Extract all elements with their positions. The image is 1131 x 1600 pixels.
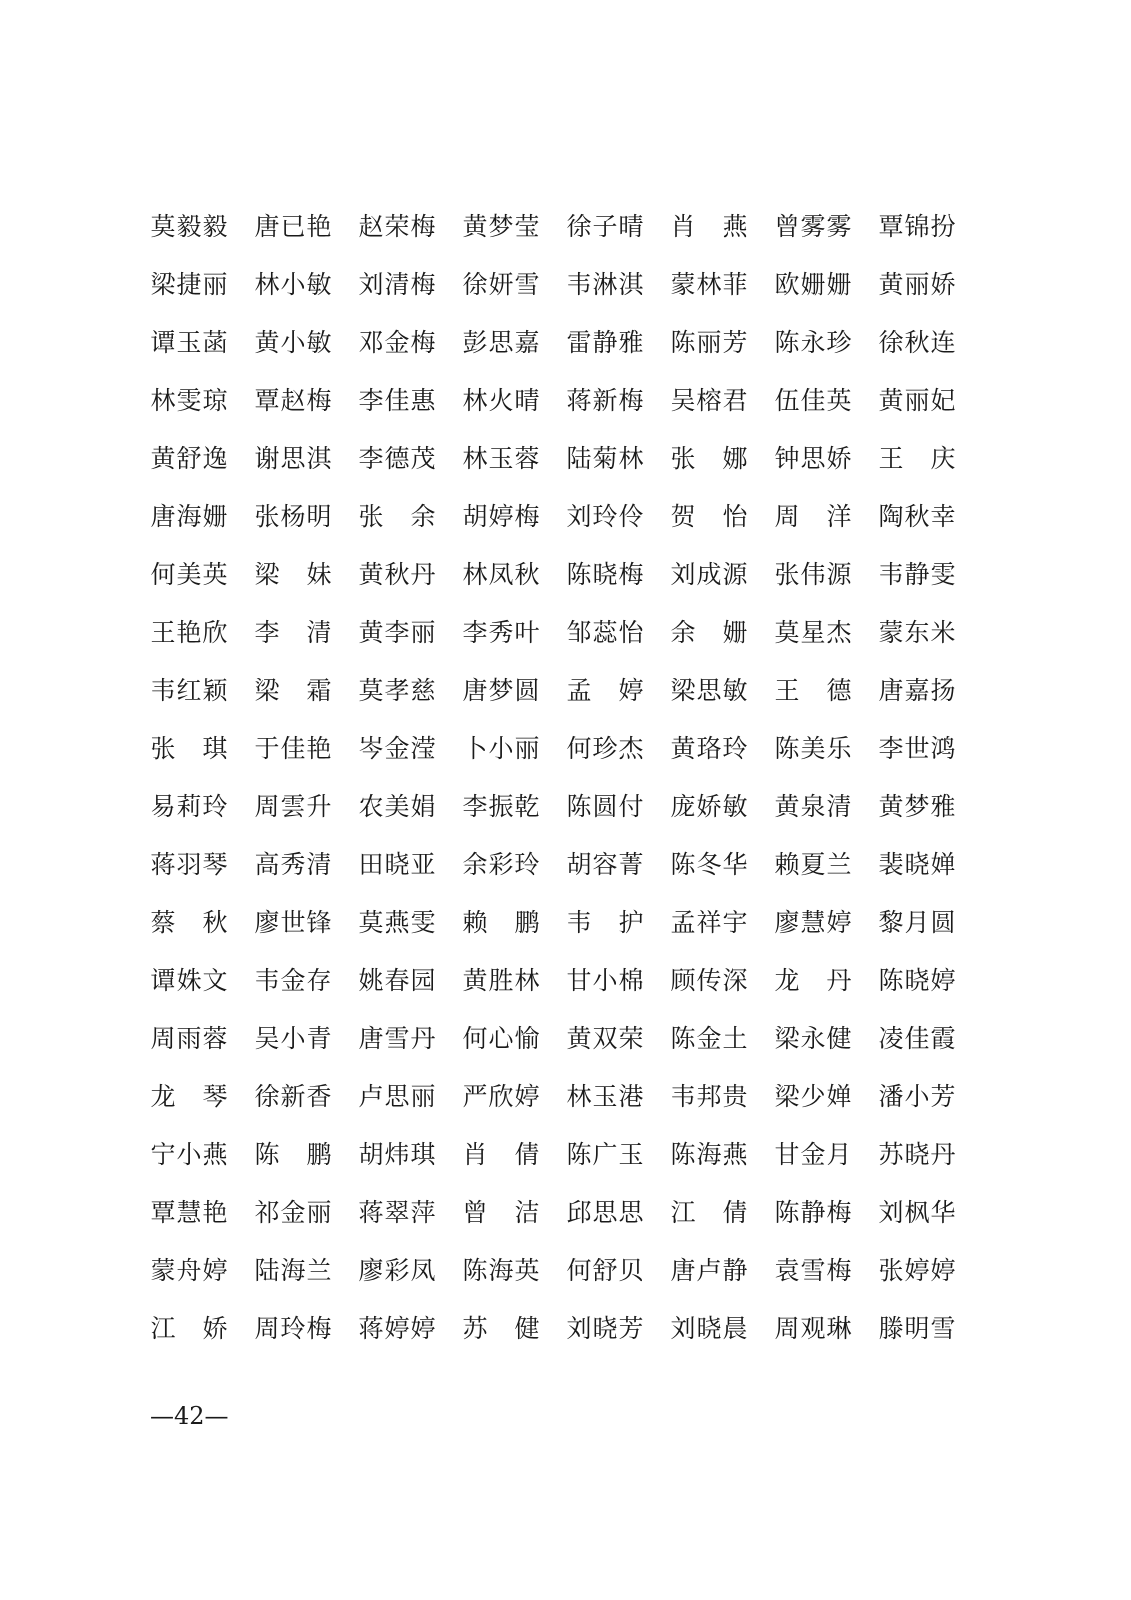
name-cell: 江 倩 bbox=[670, 1198, 748, 1227]
name-cell: 林 小 敏 bbox=[254, 270, 332, 299]
name-cell: 甘 金 月 bbox=[774, 1140, 852, 1169]
name-cell: 蒋 婷 婷 bbox=[358, 1314, 436, 1343]
name-cell: 苏 晓 丹 bbox=[878, 1140, 956, 1169]
name-cell: 江 娇 bbox=[150, 1314, 228, 1343]
name-cell: 伍 佳 英 bbox=[774, 386, 852, 415]
name-cell: 易 莉 玲 bbox=[150, 792, 228, 821]
name-cell: 张 杨 明 bbox=[254, 502, 332, 531]
name-cell: 黎 月 圆 bbox=[878, 908, 956, 937]
name-cell: 于 佳 艳 bbox=[254, 734, 332, 763]
name-cell: 黄 梦 雅 bbox=[878, 792, 956, 821]
name-cell: 周 观 琳 bbox=[774, 1314, 852, 1343]
name-cell: 龙 丹 bbox=[774, 966, 852, 995]
name-cell: 严 欣 婷 bbox=[462, 1082, 540, 1111]
name-cell: 黄 胜 林 bbox=[462, 966, 540, 995]
name-cell: 刘 成 源 bbox=[670, 560, 748, 589]
name-cell: 高 秀 清 bbox=[254, 850, 332, 879]
name-cell: 徐 子 晴 bbox=[566, 212, 644, 241]
name-cell: 肖 燕 bbox=[670, 212, 748, 241]
name-cell: 陈 圆 付 bbox=[566, 792, 644, 821]
page-number: —42— bbox=[150, 1402, 229, 1430]
name-cell: 凌 佳 霞 bbox=[878, 1024, 956, 1053]
name-cell: 肖 倩 bbox=[462, 1140, 540, 1169]
name-cell: 何 心 愉 bbox=[462, 1024, 540, 1053]
name-cell: 黄 泉 清 bbox=[774, 792, 852, 821]
name-cell: 陈 海 英 bbox=[462, 1256, 540, 1285]
name-cell: 王 艳 欣 bbox=[150, 618, 228, 647]
name-cell: 陈 永 珍 bbox=[774, 328, 852, 357]
name-cell: 徐 妍 雪 bbox=[462, 270, 540, 299]
name-cell: 陈 鹏 bbox=[254, 1140, 332, 1169]
name-cell: 李 佳 惠 bbox=[358, 386, 436, 415]
name-cell: 刘 清 梅 bbox=[358, 270, 436, 299]
name-cell: 何 珍 杰 bbox=[566, 734, 644, 763]
name-cell: 孟 祥 宇 bbox=[670, 908, 748, 937]
name-cell: 邓 金 梅 bbox=[358, 328, 436, 357]
name-cell: 谭 姝 文 bbox=[150, 966, 228, 995]
name-cell: 莫 孝 慈 bbox=[358, 676, 436, 705]
name-cell: 苏 健 bbox=[462, 1314, 540, 1343]
name-cell: 张 余 bbox=[358, 502, 436, 531]
name-cell: 周 雨 蓉 bbox=[150, 1024, 228, 1053]
name-cell: 莫 燕 雯 bbox=[358, 908, 436, 937]
name-cell: 周 雲 升 bbox=[254, 792, 332, 821]
name-cell: 潘 小 芳 bbox=[878, 1082, 956, 1111]
name-cell: 谢 思 淇 bbox=[254, 444, 332, 473]
name-cell: 黄 梦 莹 bbox=[462, 212, 540, 241]
name-cell: 贺 怡 bbox=[670, 502, 748, 531]
name-cell: 胡 婷 梅 bbox=[462, 502, 540, 531]
name-cell: 韦 静 雯 bbox=[878, 560, 956, 589]
name-cell: 陈 冬 华 bbox=[670, 850, 748, 879]
name-cell: 韦 护 bbox=[566, 908, 644, 937]
name-cell: 林 凤 秋 bbox=[462, 560, 540, 589]
name-cell: 李 秀 叶 bbox=[462, 618, 540, 647]
name-cell: 林 火 晴 bbox=[462, 386, 540, 415]
name-cell: 谭 玉 菡 bbox=[150, 328, 228, 357]
name-cell: 余 彩 玲 bbox=[462, 850, 540, 879]
name-cell: 廖 世 锋 bbox=[254, 908, 332, 937]
name-cell: 岑 金 滢 bbox=[358, 734, 436, 763]
name-cell: 陈 美 乐 bbox=[774, 734, 852, 763]
name-cell: 陈 丽 芳 bbox=[670, 328, 748, 357]
name-cell: 赖 夏 兰 bbox=[774, 850, 852, 879]
name-cell: 林 玉 蓉 bbox=[462, 444, 540, 473]
name-cell: 张 娜 bbox=[670, 444, 748, 473]
name-cell: 黄 秋 丹 bbox=[358, 560, 436, 589]
name-cell: 唐 已 艳 bbox=[254, 212, 332, 241]
name-cell: 张 婷 婷 bbox=[878, 1256, 956, 1285]
name-cell: 庞 娇 敏 bbox=[670, 792, 748, 821]
name-cell: 钟 思 娇 bbox=[774, 444, 852, 473]
name-cell: 欧 姗 姗 bbox=[774, 270, 852, 299]
name-cell: 蒋 新 梅 bbox=[566, 386, 644, 415]
name-cell: 卢 思 丽 bbox=[358, 1082, 436, 1111]
name-cell: 卜 小 丽 bbox=[462, 734, 540, 763]
name-cell: 覃 慧 艳 bbox=[150, 1198, 228, 1227]
name-cell: 邱 思 思 bbox=[566, 1198, 644, 1227]
name-cell: 黄 丽 娇 bbox=[878, 270, 956, 299]
name-cell: 蒙 林 菲 bbox=[670, 270, 748, 299]
name-cell: 韦 金 存 bbox=[254, 966, 332, 995]
name-cell: 姚 春 园 bbox=[358, 966, 436, 995]
name-cell: 黄 李 丽 bbox=[358, 618, 436, 647]
name-cell: 唐 嘉 扬 bbox=[878, 676, 956, 705]
name-cell: 裴 晓 婵 bbox=[878, 850, 956, 879]
name-cell: 蒋 羽 琴 bbox=[150, 850, 228, 879]
name-cell: 梁 思 敏 bbox=[670, 676, 748, 705]
name-cell: 廖 彩 凤 bbox=[358, 1256, 436, 1285]
name-cell: 梁 妹 bbox=[254, 560, 332, 589]
name-cell: 黄 舒 逸 bbox=[150, 444, 228, 473]
name-cell: 韦 红 颖 bbox=[150, 676, 228, 705]
name-cell: 曾 雾 雾 bbox=[774, 212, 852, 241]
name-cell: 梁 霜 bbox=[254, 676, 332, 705]
name-cell: 陈 晓 梅 bbox=[566, 560, 644, 589]
name-cell: 龙 琴 bbox=[150, 1082, 228, 1111]
name-cell: 黄 丽 妃 bbox=[878, 386, 956, 415]
name-cell: 韦 淋 淇 bbox=[566, 270, 644, 299]
name-cell: 祁 金 丽 bbox=[254, 1198, 332, 1227]
name-cell: 陈 静 梅 bbox=[774, 1198, 852, 1227]
name-cell: 雷 静 雅 bbox=[566, 328, 644, 357]
name-cell: 甘 小 棉 bbox=[566, 966, 644, 995]
name-cell: 刘 晓 晨 bbox=[670, 1314, 748, 1343]
name-cell: 刘 晓 芳 bbox=[566, 1314, 644, 1343]
name-cell: 陆 海 兰 bbox=[254, 1256, 332, 1285]
name-cell: 周 洋 bbox=[774, 502, 852, 531]
name-cell: 莫 星 杰 bbox=[774, 618, 852, 647]
name-cell: 胡 容 菁 bbox=[566, 850, 644, 879]
name-cell: 吴 榕 君 bbox=[670, 386, 748, 415]
name-cell: 陈 广 玉 bbox=[566, 1140, 644, 1169]
name-cell: 周 玲 梅 bbox=[254, 1314, 332, 1343]
name-cell: 宁 小 燕 bbox=[150, 1140, 228, 1169]
name-cell: 蒙 东 米 bbox=[878, 618, 956, 647]
name-cell: 蔡 秋 bbox=[150, 908, 228, 937]
name-cell: 何 舒 贝 bbox=[566, 1256, 644, 1285]
name-cell: 蒋 翠 萍 bbox=[358, 1198, 436, 1227]
name-cell: 覃 锦 扮 bbox=[878, 212, 956, 241]
name-cell: 农 美 娟 bbox=[358, 792, 436, 821]
name-cell: 莫 毅 毅 bbox=[150, 212, 228, 241]
name-cell: 李 清 bbox=[254, 618, 332, 647]
name-cell: 邹 蕊 怡 bbox=[566, 618, 644, 647]
name-cell: 林 玉 港 bbox=[566, 1082, 644, 1111]
name-cell: 覃 赵 梅 bbox=[254, 386, 332, 415]
name-cell: 王 庆 bbox=[878, 444, 956, 473]
name-cell: 徐 秋 连 bbox=[878, 328, 956, 357]
name-cell: 张 伟 源 bbox=[774, 560, 852, 589]
name-cell: 曾 洁 bbox=[462, 1198, 540, 1227]
name-cell: 顾 传 深 bbox=[670, 966, 748, 995]
name-cell: 李 振 乾 bbox=[462, 792, 540, 821]
name-cell: 吴 小 青 bbox=[254, 1024, 332, 1053]
name-cell: 赖 鹏 bbox=[462, 908, 540, 937]
name-cell: 林 雯 琼 bbox=[150, 386, 228, 415]
name-cell: 梁 永 健 bbox=[774, 1024, 852, 1053]
name-cell: 唐 卢 静 bbox=[670, 1256, 748, 1285]
name-cell: 张 琪 bbox=[150, 734, 228, 763]
name-cell: 唐 雪 丹 bbox=[358, 1024, 436, 1053]
name-cell: 唐 海 姗 bbox=[150, 502, 228, 531]
name-cell: 赵 荣 梅 bbox=[358, 212, 436, 241]
name-cell: 田 晓 亚 bbox=[358, 850, 436, 879]
name-cell: 廖 慧 婷 bbox=[774, 908, 852, 937]
name-cell: 余 姗 bbox=[670, 618, 748, 647]
name-cell: 孟 婷 bbox=[566, 676, 644, 705]
name-cell: 何 美 英 bbox=[150, 560, 228, 589]
name-cell: 徐 新 香 bbox=[254, 1082, 332, 1111]
name-cell: 黄 珞 玲 bbox=[670, 734, 748, 763]
name-cell: 陈 金 土 bbox=[670, 1024, 748, 1053]
name-cell: 李 世 鸿 bbox=[878, 734, 956, 763]
name-cell: 李 德 茂 bbox=[358, 444, 436, 473]
name-cell: 陈 晓 婷 bbox=[878, 966, 956, 995]
name-cell: 袁 雪 梅 bbox=[774, 1256, 852, 1285]
name-cell: 胡 炜 琪 bbox=[358, 1140, 436, 1169]
name-cell: 陈 海 燕 bbox=[670, 1140, 748, 1169]
name-cell: 彭 思 嘉 bbox=[462, 328, 540, 357]
name-cell: 刘 玲 伶 bbox=[566, 502, 644, 531]
name-cell: 梁 少 婵 bbox=[774, 1082, 852, 1111]
names-grid bbox=[150, 196, 970, 1356]
name-cell: 蒙 舟 婷 bbox=[150, 1256, 228, 1285]
name-cell: 黄 双 荣 bbox=[566, 1024, 644, 1053]
name-cell: 陶 秋 幸 bbox=[878, 502, 956, 531]
name-cell: 陆 菊 林 bbox=[566, 444, 644, 473]
name-cell: 黄 小 敏 bbox=[254, 328, 332, 357]
name-cell: 刘 枫 华 bbox=[878, 1198, 956, 1227]
name-cell: 梁 捷 丽 bbox=[150, 270, 228, 299]
name-cell: 唐 梦 圆 bbox=[462, 676, 540, 705]
name-cell: 韦 邦 贵 bbox=[670, 1082, 748, 1111]
name-cell: 滕 明 雪 bbox=[878, 1314, 956, 1343]
name-cell: 王 德 bbox=[774, 676, 852, 705]
